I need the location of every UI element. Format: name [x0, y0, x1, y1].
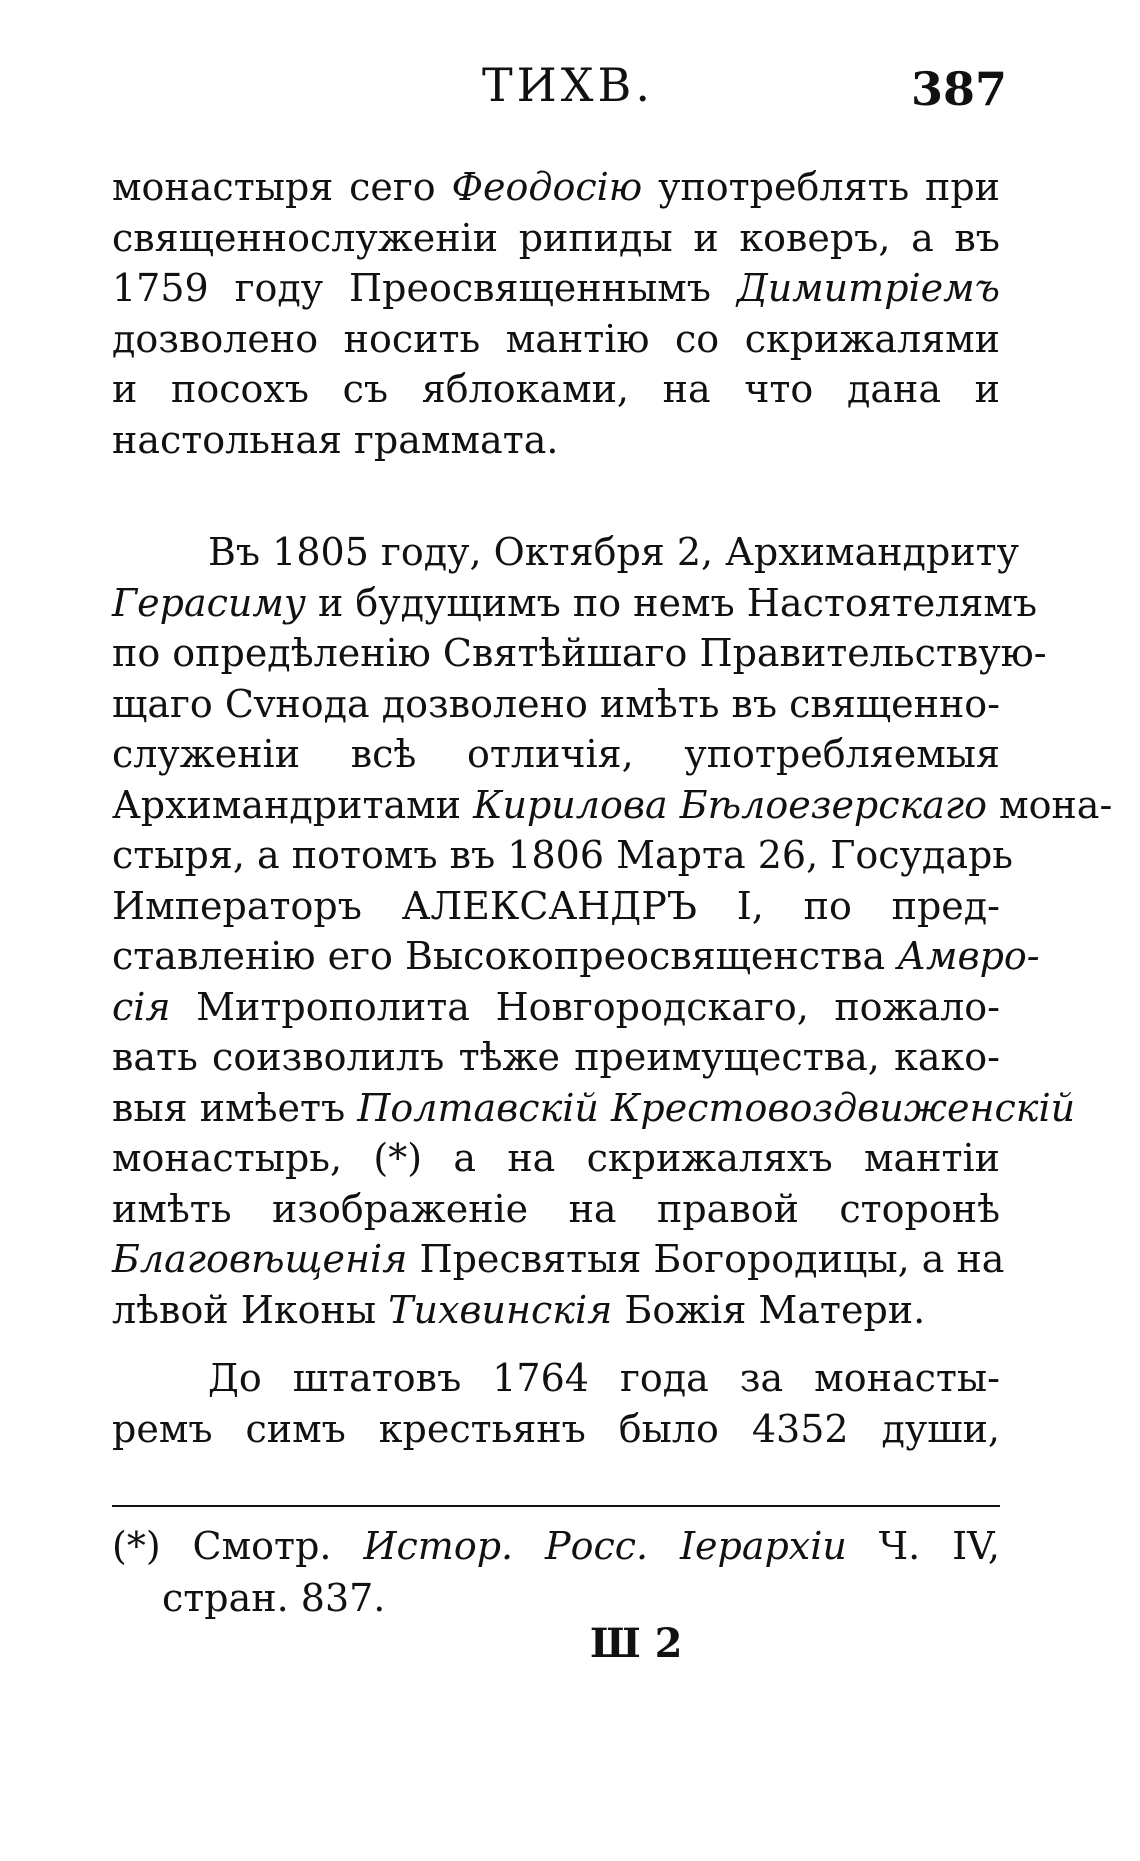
text-line: служеніи всѣ отличія, употребляемыя [112, 732, 1000, 776]
text-line: священнослуженіи рипиды и коверъ, а въ [112, 215, 1000, 260]
text-line: Архимандритами Кирилова Бѣлоезерскаго мона- [112, 782, 1113, 827]
footnote-line: стран. 837. [162, 1576, 386, 1620]
text-line: 1759 году Преосвященнымъ Димитріемъ [112, 266, 1000, 310]
text-line: ставленію его Высокопреосвященства Амвро- [112, 934, 1040, 978]
footnote-line: (*) Смотр. Истор. Росс. Іерархіи Ч. IV, [112, 1524, 1001, 1568]
footnote [112, 1520, 1000, 1624]
text-line: дозволено носить мантію со скрижалями [112, 316, 1000, 361]
text-line: и посохъ съ яблоками, на что дана и [112, 367, 1000, 411]
text-line: Императоръ АЛЕКСАНДРЪ I, по пред- [112, 883, 1000, 928]
text-line: Благовѣщенія Пресвятыя Богородицы, а на [112, 1237, 1005, 1281]
text-line: ремъ симъ крестьянъ было 4352 души, [112, 1406, 1000, 1451]
text-line: монастыря сего Феодосію употреблять при [112, 165, 1000, 209]
signature-mark: Ш 2 [590, 1620, 683, 1667]
body-text [112, 162, 1113, 1454]
text-line: по опредѣленію Святѣйшаго Правительствую- [112, 631, 1047, 675]
text-line: Въ 1805 году, Октября 2, Архимандриту [208, 530, 1019, 574]
text-line: Герасиму и будущимъ по немъ Настоятелямъ [112, 580, 1038, 625]
text-line: монастырь, (*) а на скрижаляхъ мантіи [112, 1136, 1000, 1180]
paragraph-gap [112, 1335, 1000, 1353]
running-head: ТИХВ. [482, 58, 654, 112]
text-line: настольная граммата. [112, 417, 559, 462]
text-line: имѣть изображеніе на правой сторонѣ [112, 1186, 1000, 1231]
page-number: 387 [910, 62, 1007, 116]
text-line: выя имѣетъ Полтавскій Крестовоздвиженскій [112, 1085, 1076, 1130]
text-line: стыря, а потомъ въ 1806 Марта 26, Государь [112, 833, 1013, 877]
text-line: вать соизволилъ тѣже преимущества, како- [112, 1035, 1000, 1079]
text-line: сія Митрополита Новгородскаго, пожало- [112, 984, 1000, 1029]
text-line: лѣвой Иконы Тихвинскія Божія Матери. [112, 1287, 926, 1332]
paragraph-gap [112, 465, 1000, 527]
text-line: До штатовъ 1764 года за монасты- [208, 1356, 1000, 1400]
footnote-rule [112, 1505, 1000, 1507]
paragraph-1 [112, 162, 1000, 465]
paragraph-3 [112, 1353, 1000, 1454]
paragraph-2 [112, 527, 1113, 1335]
page-header [112, 58, 1007, 118]
text-line: щаго Сvнода дозволено имѣть въ священно- [112, 681, 1000, 726]
